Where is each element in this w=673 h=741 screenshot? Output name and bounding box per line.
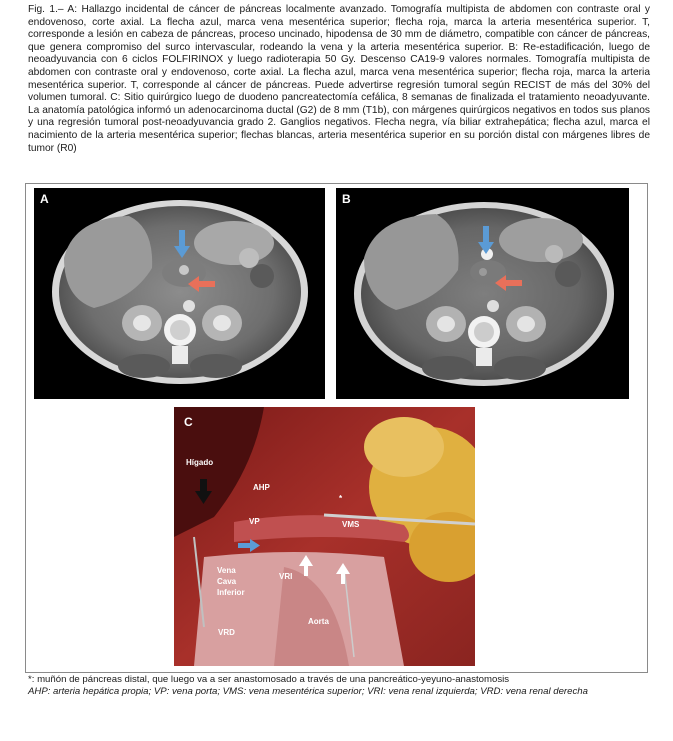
label-vena-3: Inferior <box>217 588 245 597</box>
label-vms: VMS <box>342 520 360 529</box>
panel-label-b: B <box>342 192 351 206</box>
label-vrd: VRD <box>218 628 235 637</box>
ct-image-a <box>34 188 325 399</box>
ct-scan-b-graphic <box>336 188 629 399</box>
label-vena-2: Cava <box>217 577 237 586</box>
label-aorta: Aorta <box>308 617 329 626</box>
label-vri: VRI <box>279 572 293 581</box>
footnote-line-1: *: muñón de páncreas distal, que luego va a ser anastomosado a través de una pancreático-yeyuno-anastomosis <box>28 674 510 685</box>
figure-footnote <box>28 674 648 698</box>
label-ahp: AHP <box>253 483 270 492</box>
footnote-line-2: AHP: arteria hepática propia; VP: vena porta; VMS: vena mesentérica superior; VRI: vena renal izquierda; VRD: vena renal derecha <box>28 686 588 697</box>
ct-scan-a-graphic <box>34 188 325 399</box>
label-vena-1: Vena <box>217 566 236 575</box>
figure-caption <box>28 4 650 155</box>
panel-label-a: A <box>40 192 49 206</box>
ct-image-b <box>336 188 629 399</box>
label-star: * <box>339 494 343 503</box>
panel-label-c: C <box>184 415 193 429</box>
label-vp: VP <box>249 517 260 526</box>
caption-text: Fig. 1.– A: Hallazgo incidental de cáncer de páncreas localmente avanzado. Tomografía multipista de abdomen con contraste oral y endovenoso, corte axial. La flecha azul, marca vena mesentérica superior; flecha roja, marca la arteria mesentérica superior. T, corresponde a lesión en cabeza de páncreas, proceso uncinado, hipodensa de 30 mm de diámetro, compatible con cáncer de páncreas, que genera compromiso del surco intervascular, rodeando la vena y la arteria mesentérica superior. B: Re-estadificación, luego de neoadyuvancia con 6 ciclos FOLFIRINOX y luego radioterapia 50 Gy. Descenso CA19-9 valores normales. Tomografía multipista de abdomen con contraste oral y endovenoso, corte axial. La flecha azul, marca vena mesentérica superior; flecha roja, marca la arteria mesentérica superior. T, corresponde al cáncer de páncreas. Puede advertirse regresión tumoral según RECIST de más del 30% del volumen tumoral. C: Sitio quirúrgico luego de duodeno pancreatectomía cefálica, 8 semanas de finalizada el tratamiento neoadyuvante. La anatomía patológica informó un adenocarcinoma ductal (G2) de 8 mm (T1b), con márgenes quirúrgicos negativos en todos sus planos y una regresión tumoral post-neoadyuvancia grado 2. Ganglios negativos. Flecha negra, vía biliar extrahepática; flecha azul, marca el nacimiento de la arteria mesentérica superior; flechas blancas, arteria mesentérica superior en su porción distal con márgenes libres de tumor (R0) <box>28 4 650 154</box>
label-higado: Hígado <box>186 458 214 467</box>
